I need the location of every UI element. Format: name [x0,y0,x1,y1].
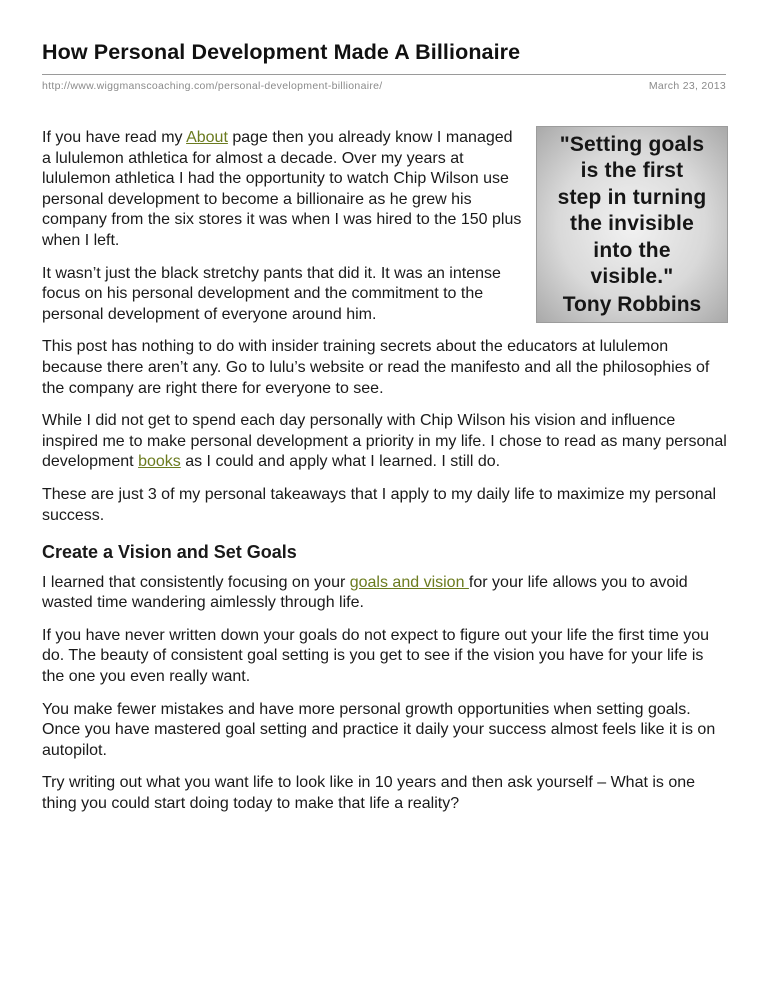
quote-text: "Setting goals is the first step in turning the invisible into the visible." [557,132,707,288]
post-date: March 23, 2013 [648,80,726,92]
about-link[interactable]: About [186,129,228,146]
paragraph-3: This post has nothing to do with insider training secrets about the educators at lululemon because there aren’t any. Go to lulu’s website or read the manifesto and all the philosophies of the company are right there for everyone to see. [42,338,710,397]
paragraph-6 [42,573,728,614]
books-link[interactable]: books [138,453,181,471]
paragraph-2: It wasn’t just the black stretchy pants that did it. It was an intense focus on his personal development and the commitment to the personal development of everyone around him. [42,264,501,323]
paragraph-7: If you have never written down your goals do not expect to figure out your life the first time you do. The beauty of consistent goal setting is you get to see if the vision you have for your life is the one you even really want. [42,626,710,686]
paragraph-text: as I could and apply what I learned. I still do. [180,453,501,471]
paragraph-text: page then you already know I managed a lululemon athletica for almost a decade. Over my years at lululemon athletica I had the opportunity to watch Chip Wilson use personal development to become a billionaire as he grew his company from the six stores it was when I was hired to the 150 plus when I left. [42,129,522,249]
paragraph-5: These are just 3 of my personal takeaways that I apply to my daily life to maximize my personal success. [42,485,717,524]
paragraph-text: While I did not get to spend each day personally with Chip Wilson his vision and influence inspired me to make personal development a priority in my life. I chose to read as many personal development [42,412,727,471]
header-divider [42,74,726,75]
article-body [42,128,728,827]
goals-and-vision-link[interactable]: goals and vision [349,573,469,591]
section-heading: Create a Vision and Set Goals [42,542,297,563]
quote-image [536,126,728,323]
page-title: How Personal Development Made A Billionaire [42,40,521,64]
paragraph-9: Try writing out what you want life to look like in 10 years and then ask yourself – What is one thing you could start doing today to make that life a reality? [42,774,696,813]
quote-author: Tony Robbins [562,292,702,316]
paragraph-8: You make fewer mistakes and have more personal growth opportunities when setting goals. Once you have mastered goal setting and practice it daily your success almost feels like it is on autopilot. [42,700,716,759]
paragraph-4 [42,411,728,473]
paragraph-text: I learned that consistently focusing on your [42,573,350,591]
paragraph-text: for your life allows you to avoid wasted time wandering aimlessly through life. [42,573,688,612]
paragraph-text: If you have read my [42,129,187,146]
source-url[interactable]: http://www.wiggmanscoaching.com/personal-development-billionaire/ [42,80,383,92]
